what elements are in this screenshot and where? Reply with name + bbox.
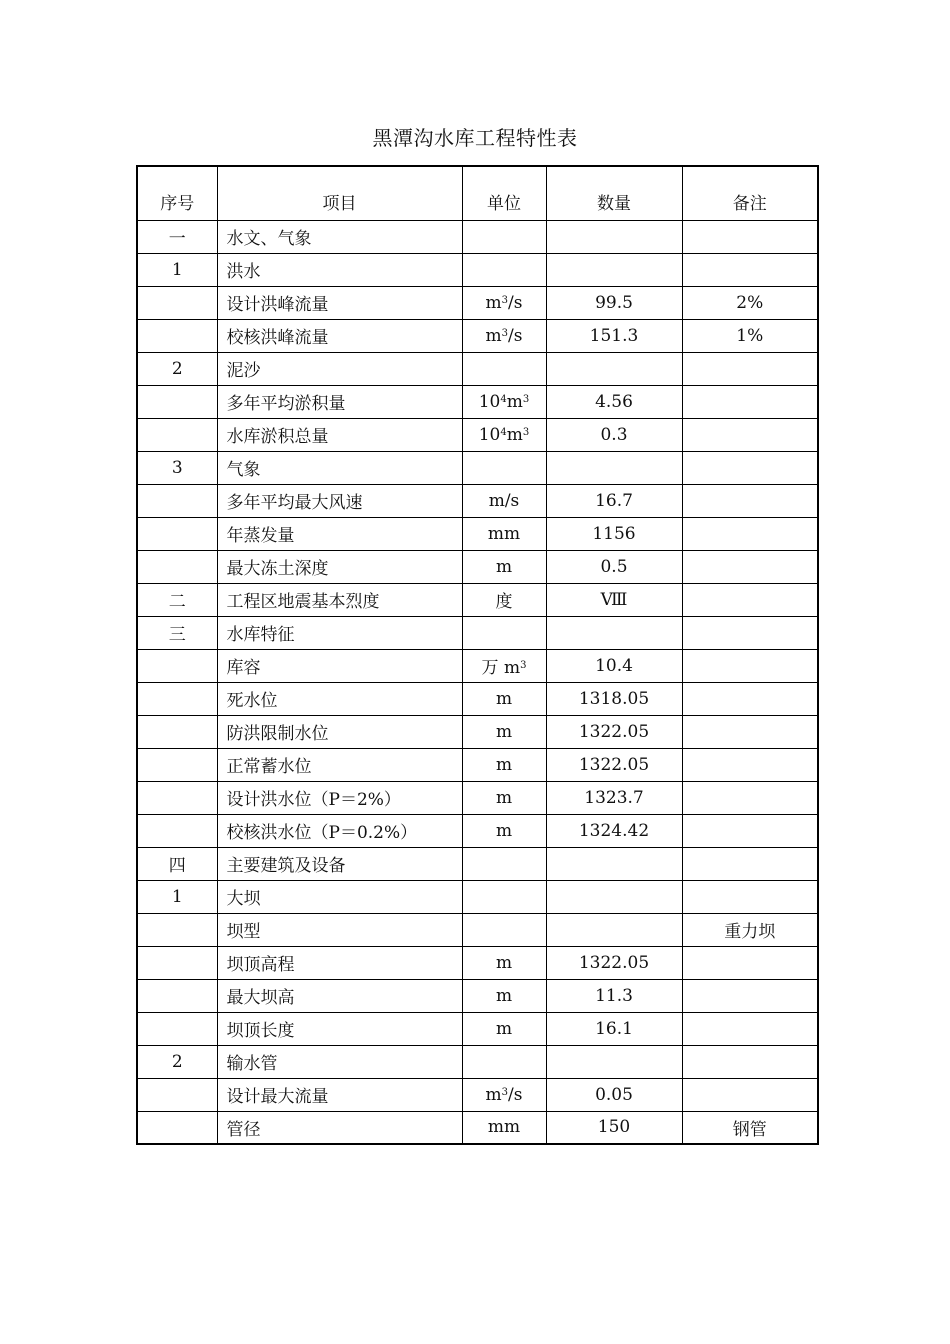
table-row — [137, 880, 818, 913]
row-item: 坝顶高程 — [217, 946, 462, 979]
unit-superscript: 3 — [501, 294, 509, 306]
row-unit — [462, 649, 546, 682]
row-note — [682, 253, 818, 286]
row-number — [137, 484, 217, 517]
row-note — [682, 880, 818, 913]
row-quantity — [546, 352, 682, 385]
row-number: 2 — [137, 352, 217, 385]
row-item: 校核洪水位（P＝0.2%） — [217, 814, 462, 847]
table-row — [137, 979, 818, 1012]
row-unit — [462, 352, 546, 385]
unit-tail: /s — [508, 1084, 523, 1105]
row-note — [682, 352, 818, 385]
row-number — [137, 979, 217, 1012]
row-number — [137, 418, 217, 451]
row-item: 洪水 — [217, 253, 462, 286]
unit-superscript: 3 — [501, 327, 509, 339]
row-item: 最大冻土深度 — [217, 550, 462, 583]
row-item: 设计洪峰流量 — [217, 286, 462, 319]
header-note: 备注 — [682, 166, 818, 220]
row-note — [682, 517, 818, 550]
unit-text: m — [495, 688, 513, 709]
row-quantity: 1322.05 — [546, 715, 682, 748]
table-row — [137, 748, 818, 781]
table-row — [137, 814, 818, 847]
row-item: 年蒸发量 — [217, 517, 462, 550]
row-note — [682, 715, 818, 748]
row-quantity: 16.7 — [546, 484, 682, 517]
table-row — [137, 286, 818, 319]
row-item: 多年平均最大风速 — [217, 484, 462, 517]
row-item: 设计最大流量 — [217, 1078, 462, 1111]
row-number — [137, 319, 217, 352]
row-quantity: 151.3 — [546, 319, 682, 352]
table-row — [137, 319, 818, 352]
row-item: 最大坝高 — [217, 979, 462, 1012]
table-row — [137, 1045, 818, 1078]
row-number — [137, 385, 217, 418]
row-item: 输水管 — [217, 1045, 462, 1078]
row-quantity: 0.05 — [546, 1078, 682, 1111]
table-row — [137, 1111, 818, 1144]
row-item: 坝型 — [217, 913, 462, 946]
row-quantity — [546, 880, 682, 913]
unit-tail: /s — [508, 292, 523, 313]
unit-text: mm — [487, 1117, 521, 1138]
unit-tail: m — [506, 391, 523, 412]
table-row — [137, 946, 818, 979]
unit-text: mm — [487, 523, 521, 544]
row-number: 一 — [137, 220, 217, 253]
row-note — [682, 1078, 818, 1111]
table-row — [137, 847, 818, 880]
row-number — [137, 946, 217, 979]
unit-superscript: 4 — [500, 393, 507, 405]
row-note — [682, 418, 818, 451]
row-quantity — [546, 913, 682, 946]
row-unit — [462, 1111, 546, 1144]
row-note — [682, 748, 818, 781]
row-number — [137, 748, 217, 781]
row-note — [682, 1045, 818, 1078]
unit-superscript: 3 — [501, 1086, 509, 1098]
row-quantity — [546, 451, 682, 484]
unit-superscript: 3 — [522, 426, 530, 438]
row-note — [682, 979, 818, 1012]
row-unit — [462, 748, 546, 781]
header-quantity: 数量 — [546, 166, 682, 220]
header-no: 序号 — [137, 166, 217, 220]
unit-text: m — [485, 292, 502, 313]
table-row — [137, 781, 818, 814]
row-note — [682, 1012, 818, 1045]
row-quantity: 1156 — [546, 517, 682, 550]
table-body — [137, 220, 818, 1144]
table-row — [137, 616, 818, 649]
row-unit — [462, 781, 546, 814]
row-unit — [462, 715, 546, 748]
row-unit — [462, 616, 546, 649]
row-unit — [462, 847, 546, 880]
row-item: 大坝 — [217, 880, 462, 913]
row-item: 泥沙 — [217, 352, 462, 385]
unit-text: m — [495, 985, 513, 1006]
row-note — [682, 550, 818, 583]
row-number — [137, 913, 217, 946]
row-number: 四 — [137, 847, 217, 880]
unit-tail: /s — [508, 325, 523, 346]
page-title: 黑潭沟水库工程特性表 — [372, 126, 578, 150]
row-unit — [462, 880, 546, 913]
row-note: 1% — [682, 319, 818, 352]
row-item: 校核洪峰流量 — [217, 319, 462, 352]
table-row — [137, 583, 818, 616]
row-quantity: 0.5 — [546, 550, 682, 583]
row-item: 多年平均淤积量 — [217, 385, 462, 418]
row-quantity — [546, 616, 682, 649]
header-item: 项目 — [217, 166, 462, 220]
row-quantity: 1318.05 — [546, 682, 682, 715]
table-row — [137, 1012, 818, 1045]
row-quantity — [546, 1045, 682, 1078]
unit-text: 度 — [495, 592, 513, 612]
row-quantity: 0.3 — [546, 418, 682, 451]
unit-superscript: 3 — [520, 660, 527, 671]
row-item: 水库特征 — [217, 616, 462, 649]
row-note — [682, 847, 818, 880]
table-row — [137, 682, 818, 715]
row-quantity: 16.1 — [546, 1012, 682, 1045]
row-quantity — [546, 847, 682, 880]
row-unit — [462, 946, 546, 979]
row-note — [682, 814, 818, 847]
row-number — [137, 682, 217, 715]
row-unit — [462, 583, 546, 616]
unit-text: 万 m — [481, 658, 521, 678]
row-quantity: 1322.05 — [546, 946, 682, 979]
row-quantity: 1324.42 — [546, 814, 682, 847]
characteristics-table — [136, 165, 819, 1145]
table-row — [137, 418, 818, 451]
table-row — [137, 220, 818, 253]
row-item: 气象 — [217, 451, 462, 484]
row-number: 三 — [137, 616, 217, 649]
row-item: 管径 — [217, 1111, 462, 1144]
row-quantity: 10.4 — [546, 649, 682, 682]
row-note: 钢管 — [682, 1111, 818, 1144]
row-number — [137, 517, 217, 550]
table-header-row — [137, 166, 818, 220]
row-item: 死水位 — [217, 682, 462, 715]
row-number — [137, 781, 217, 814]
row-unit — [462, 286, 546, 319]
row-note — [682, 385, 818, 418]
row-note — [682, 220, 818, 253]
unit-superscript: 3 — [522, 393, 530, 405]
row-number — [137, 550, 217, 583]
unit-superscript: 4 — [500, 426, 507, 438]
unit-text: 10 — [478, 424, 501, 445]
row-unit — [462, 319, 546, 352]
table-row — [137, 550, 818, 583]
row-unit — [462, 385, 546, 418]
row-item: 主要建筑及设备 — [217, 847, 462, 880]
table-row — [137, 913, 818, 946]
row-quantity: Ⅷ — [546, 583, 682, 616]
row-quantity — [546, 220, 682, 253]
unit-text: m — [495, 952, 513, 973]
row-quantity: 11.3 — [546, 979, 682, 1012]
row-number — [137, 286, 217, 319]
row-item: 防洪限制水位 — [217, 715, 462, 748]
row-item: 坝顶长度 — [217, 1012, 462, 1045]
unit-text: m/s — [488, 490, 520, 511]
row-unit — [462, 1078, 546, 1111]
row-item: 库容 — [217, 649, 462, 682]
row-item: 水库淤积总量 — [217, 418, 462, 451]
table-row — [137, 715, 818, 748]
row-quantity: 150 — [546, 1111, 682, 1144]
row-quantity: 99.5 — [546, 286, 682, 319]
row-quantity: 4.56 — [546, 385, 682, 418]
row-number: 1 — [137, 880, 217, 913]
row-unit — [462, 550, 546, 583]
row-unit — [462, 814, 546, 847]
table-row — [137, 451, 818, 484]
row-unit — [462, 517, 546, 550]
row-unit — [462, 1045, 546, 1078]
row-item: 水文、气象 — [217, 220, 462, 253]
row-unit — [462, 1012, 546, 1045]
table-row — [137, 649, 818, 682]
unit-text: m — [495, 820, 513, 841]
unit-text: m — [495, 1018, 513, 1039]
row-number: 3 — [137, 451, 217, 484]
unit-text: m — [495, 721, 513, 742]
row-note — [682, 682, 818, 715]
row-unit — [462, 682, 546, 715]
row-note — [682, 649, 818, 682]
row-note — [682, 484, 818, 517]
row-unit — [462, 253, 546, 286]
row-number — [137, 1078, 217, 1111]
row-number: 1 — [137, 253, 217, 286]
row-note — [682, 451, 818, 484]
row-note: 重力坝 — [682, 913, 818, 946]
row-note — [682, 616, 818, 649]
unit-tail: m — [506, 424, 523, 445]
table-row — [137, 352, 818, 385]
unit-text: m — [495, 556, 513, 577]
row-unit — [462, 418, 546, 451]
row-quantity: 1323.7 — [546, 781, 682, 814]
unit-text: m — [485, 325, 502, 346]
unit-text: m — [495, 787, 513, 808]
row-number — [137, 814, 217, 847]
row-unit — [462, 451, 546, 484]
row-unit — [462, 220, 546, 253]
table-row — [137, 385, 818, 418]
unit-text: m — [495, 754, 513, 775]
table-row — [137, 253, 818, 286]
unit-text: 10 — [478, 391, 501, 412]
table-row — [137, 484, 818, 517]
row-number: 2 — [137, 1045, 217, 1078]
row-item: 正常蓄水位 — [217, 748, 462, 781]
unit-text: m — [485, 1084, 502, 1105]
row-number — [137, 649, 217, 682]
table-row — [137, 1078, 818, 1111]
row-number — [137, 1111, 217, 1144]
row-note: 2% — [682, 286, 818, 319]
row-unit — [462, 979, 546, 1012]
row-item: 工程区地震基本烈度 — [217, 583, 462, 616]
row-unit — [462, 484, 546, 517]
row-note — [682, 583, 818, 616]
row-note — [682, 946, 818, 979]
row-note — [682, 781, 818, 814]
table-row — [137, 517, 818, 550]
row-number — [137, 1012, 217, 1045]
row-unit — [462, 913, 546, 946]
row-item: 设计洪水位（P＝2%） — [217, 781, 462, 814]
row-quantity — [546, 253, 682, 286]
row-number — [137, 715, 217, 748]
header-unit: 单位 — [462, 166, 546, 220]
row-quantity: 1322.05 — [546, 748, 682, 781]
row-number: 二 — [137, 583, 217, 616]
